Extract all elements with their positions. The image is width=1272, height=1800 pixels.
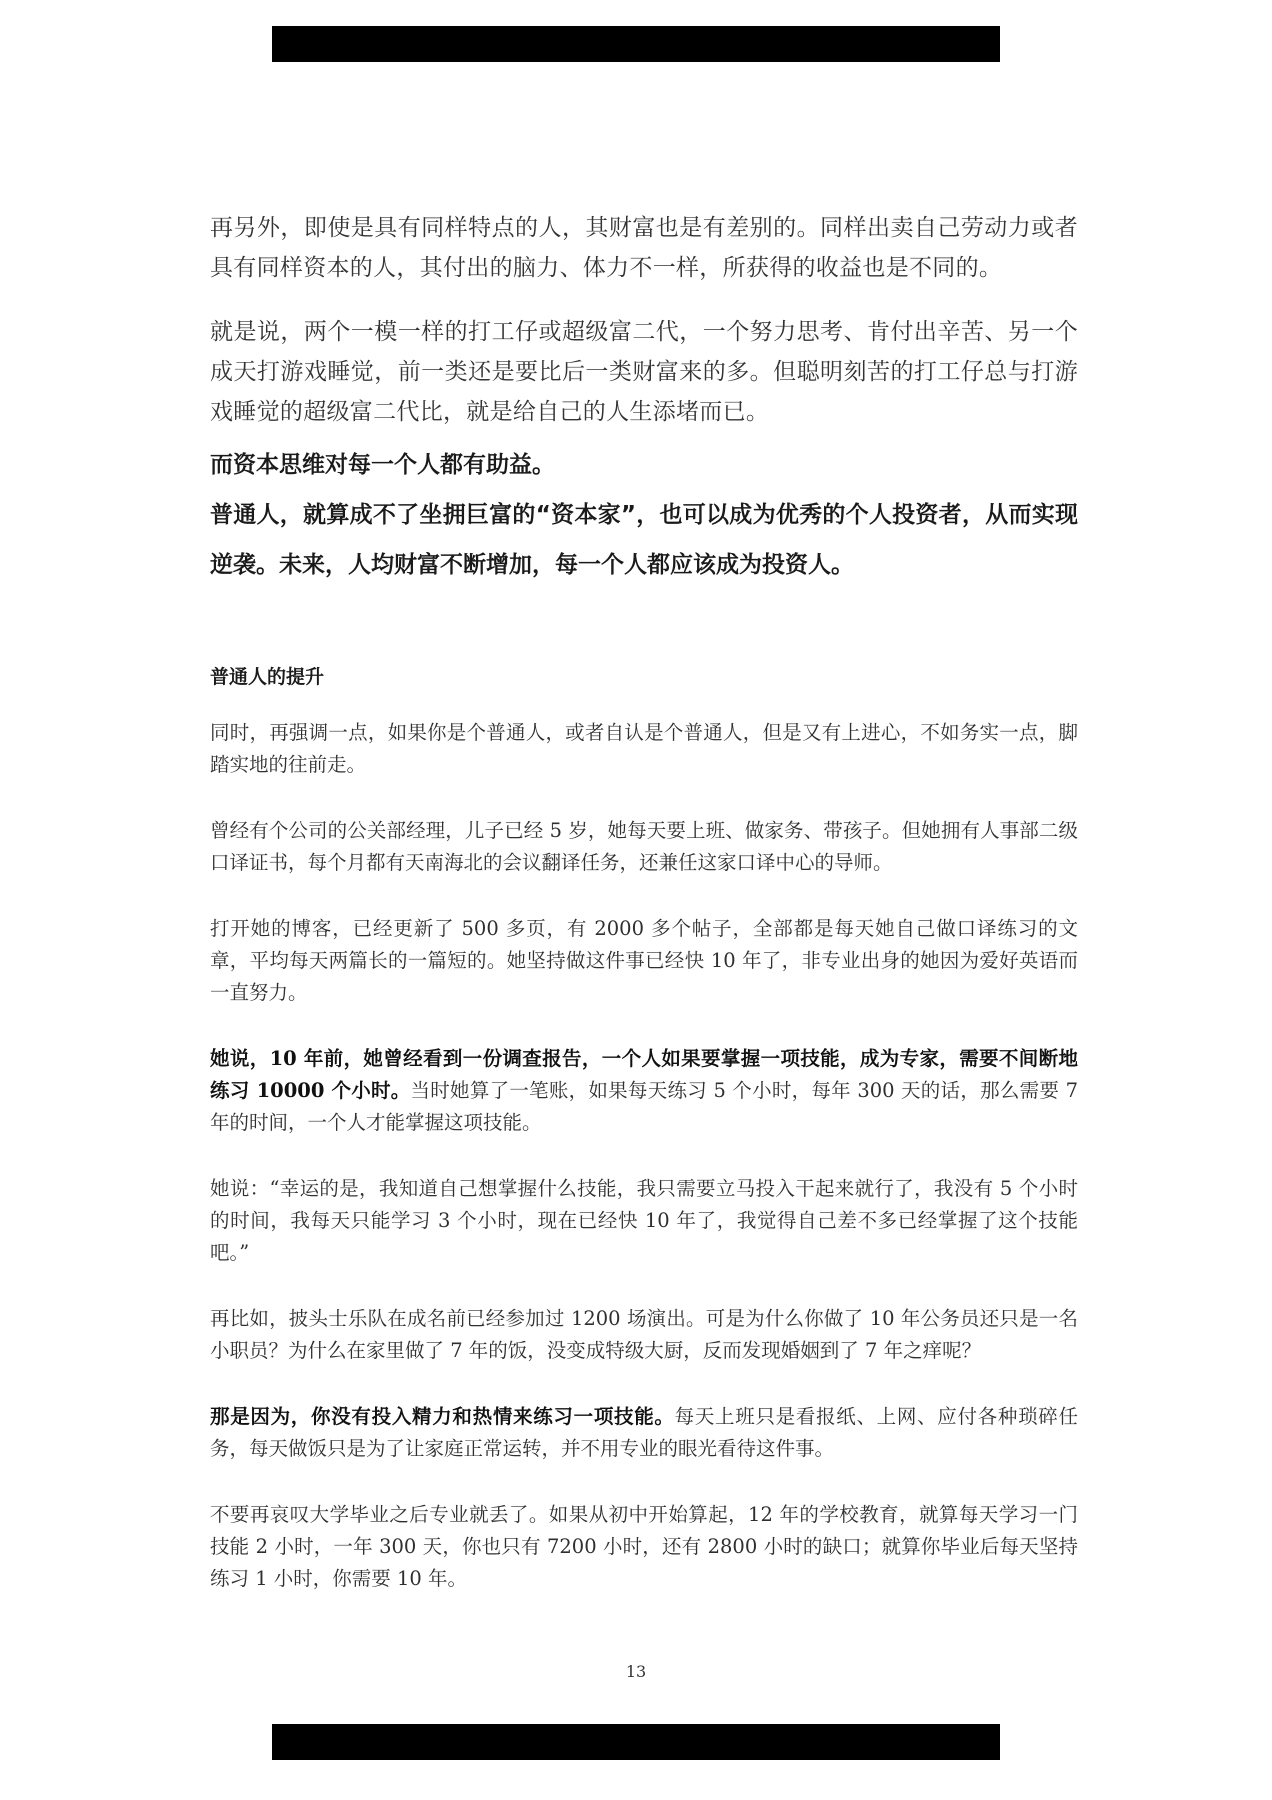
paragraph-text: 当时她算了一笔账，如果每天练习 5 个小时，每年 300 天的话，那么需要 7 年的时间，一个人才能掌握这项技能。 bbox=[210, 1079, 1078, 1134]
bold-statement: 而资本思维对每一个人都有助益。 bbox=[210, 452, 555, 478]
paragraph bbox=[210, 1401, 1078, 1465]
paragraph: 就是说，两个一模一样的打工仔或超级富二代，一个努力思考、肯付出辛苦、另一个成天打游戏睡觉，前一类还是要比后一类财富来的多。但聪明刻苦的打工仔总与打游戏睡觉的超级富二代比，就是给自己的人生添堵而已。 bbox=[210, 319, 1078, 425]
bold-statement: 普通人，就算成不了坐拥巨富的“资本家”，也可以成为优秀的个人投资者，从而实现逆袭。未来，人均财富不断增加，每一个人都应该成为投资人。 bbox=[210, 502, 1078, 578]
bold-phrase: 她说，10 年前，她曾经看到一份调查报告，一个人如果要掌握一项技能，成为专家，需要不间断地练习 10000 个小时。 bbox=[210, 1047, 1078, 1102]
paragraph: 她说：“幸运的是，我知道自己想掌握什么技能，我只需要立马投入干起来就行了，我没有 5 个小时的时间，我每天只能学习 3 个小时，现在已经快 10 年了，我觉得自己差不多已经掌握了这个技能吧。” bbox=[210, 1177, 1078, 1264]
section-heading: 普通人的提升 bbox=[210, 666, 325, 688]
paragraph-text: 每天上班只是看报纸、上网、应付各种琐碎任务，每天做饭只是为了让家庭正常运转，并不用专业的眼光看待这件事。 bbox=[210, 1405, 1078, 1460]
paragraph: 再另外，即使是具有同样特点的人，其财富也是有差别的。同样出卖自己劳动力或者具有同样资本的人，其付出的脑力、体力不一样，所获得的收益也是不同的。 bbox=[210, 215, 1078, 281]
paragraph: 曾经有个公司的公关部经理，儿子已经 5 岁，她每天要上班、做家务、带孩子。但她拥有人事部二级口译证书，每个月都有天南海北的会议翻译任务，还兼任这家口译中心的导师。 bbox=[210, 819, 1078, 874]
page-body bbox=[210, 208, 1078, 1595]
page-number: 13 bbox=[625, 1662, 647, 1681]
paragraph: 再比如，披头士乐队在成名前已经参加过 1200 场演出。可是为什么你做了 10 年公务员还只是一名小职员？为什么在家里做了 7 年的饭，没变成特级大厨，反而发现婚姻到了 7 年之痒呢？ bbox=[210, 1307, 1078, 1362]
bold-phrase: 那是因为，你没有投入精力和热情来练习一项技能。 bbox=[210, 1405, 675, 1428]
paragraph bbox=[210, 1043, 1078, 1139]
paragraph: 不要再哀叹大学毕业之后专业就丢了。如果从初中开始算起，12 年的学校教育，就算每天学习一门技能 2 小时，一年 300 天，你也只有 7200 小时，还有 2800 小时的缺口；就算你毕业后每天坚持练习 1 小时，你需要 10 年。 bbox=[210, 1503, 1078, 1590]
redaction-bar-bottom bbox=[272, 1724, 1000, 1760]
paragraph: 打开她的博客，已经更新了 500 多页，有 2000 多个帖子，全部都是每天她自己做口译练习的文章，平均每天两篇长的一篇短的。她坚持做这件事已经快 10 年了，非专业出身的她因为爱好英语而一直努力。 bbox=[210, 917, 1078, 1004]
redaction-bar-top bbox=[272, 26, 1000, 62]
paragraph: 同时，再强调一点，如果你是个普通人，或者自认是个普通人，但是又有上进心，不如务实一点，脚踏实地的往前走。 bbox=[210, 721, 1078, 776]
